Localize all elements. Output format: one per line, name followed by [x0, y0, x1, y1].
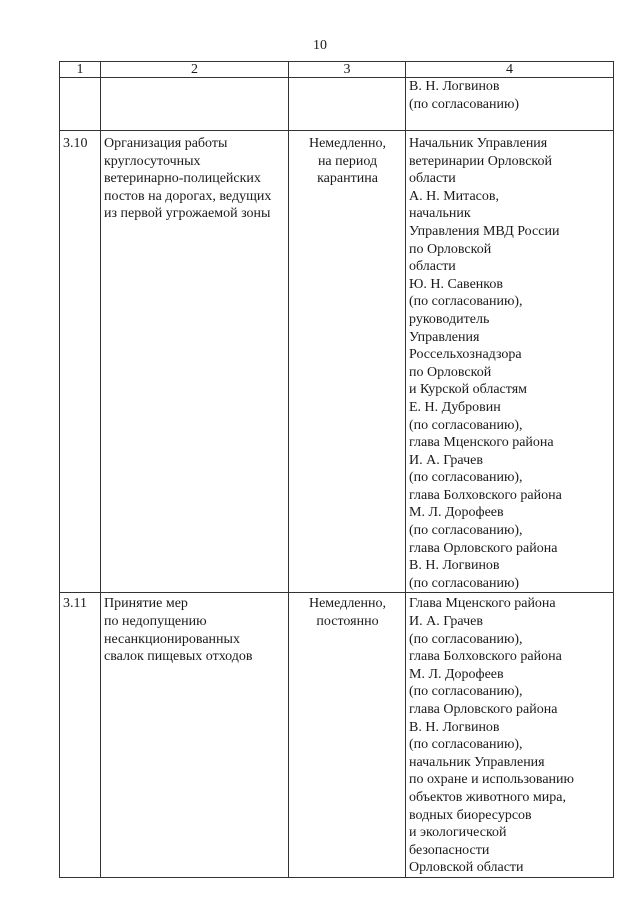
responsible-line: Е. Н. Дубровин	[409, 399, 501, 415]
responsible-line: (по согласованию),	[409, 294, 523, 310]
row-number-cell	[60, 78, 101, 131]
responsible-line: Россельхознадзора	[409, 347, 522, 363]
responsible-line: области	[409, 259, 456, 275]
responsible-line: (по согласованию),	[409, 523, 523, 539]
responsible-cell	[406, 131, 614, 593]
responsible-line: В. Н. Логвинов	[409, 558, 500, 574]
responsible-line: руководитель	[409, 311, 490, 327]
responsible-line: Орловской области	[409, 860, 524, 876]
responsible-line: (по согласованию),	[409, 470, 523, 486]
responsible-line: (по согласованию),	[409, 631, 523, 647]
responsible-line: Управления	[409, 329, 480, 345]
row-number-cell: 3.11	[60, 593, 101, 878]
table-header-row	[60, 62, 614, 78]
responsible-line: начальник Управления	[409, 754, 545, 770]
responsible-line: объектов животного мира,	[409, 789, 566, 805]
term-line: карантина	[317, 171, 378, 187]
responsible-line: и экологической	[409, 825, 507, 841]
responsible-line: (по согласованию)	[409, 575, 520, 591]
action-line: постов на дорогах, ведущих	[104, 188, 272, 204]
responsible-line: М. Л. Дорофеев	[409, 505, 504, 521]
action-cell	[101, 78, 289, 131]
responsible-line: Ю. Н. Савенков	[409, 276, 503, 292]
column-header-4: 4	[406, 62, 614, 78]
table-row	[60, 78, 614, 131]
responsible-line: глава Орловского района	[409, 540, 558, 556]
term-line: Немедленно,	[308, 136, 387, 151]
column-header-1: 1	[60, 62, 101, 78]
responsible-cell	[406, 78, 614, 131]
measures-table	[59, 61, 614, 878]
responsible-line: по Орловской	[409, 241, 492, 257]
action-cell	[101, 593, 289, 878]
action-line: свалок пищевых отходов	[104, 649, 253, 665]
responsible-line: глава Орловского района	[409, 702, 558, 717]
action-line: несанкционированных	[104, 631, 240, 647]
responsible-line: ветеринарии Орловской	[409, 153, 552, 169]
responsible-line: области	[409, 171, 456, 187]
responsible-line: В. Н. Логвинов	[409, 719, 500, 735]
action-line: ветеринарно-полицейских	[104, 171, 261, 187]
column-header-2: 2	[101, 62, 289, 78]
term-line: на период	[317, 153, 378, 169]
term-line: постоянно	[316, 614, 379, 630]
responsible-line: и Курской областям	[409, 382, 527, 398]
responsible-line: А. Н. Митасов,	[409, 188, 499, 204]
responsible-line: глава Болховского района	[409, 649, 562, 665]
table-row	[60, 593, 614, 878]
responsible-line: безопасности	[409, 842, 490, 858]
responsible-line: водных биоресурсов	[409, 807, 532, 823]
action-line: Принятие мер	[104, 596, 188, 612]
responsible-line: по Орловской	[409, 364, 492, 380]
action-line: из первой угрожаемой зоны	[104, 206, 271, 222]
responsible-line: В. Н. Логвинов	[409, 79, 500, 94]
term-line: Немедленно,	[308, 596, 387, 612]
action-line: Организация работы	[104, 136, 228, 151]
responsible-line: глава Мценского района	[409, 435, 554, 451]
responsible-cell	[406, 593, 614, 878]
responsible-line: М. Л. Дорофеев	[409, 666, 504, 682]
responsible-line: Управления МВД России	[409, 223, 560, 239]
responsible-line: Глава Мценского района	[409, 596, 556, 612]
action-cell	[101, 131, 289, 593]
responsible-line: (по согласованию),	[409, 737, 523, 753]
action-line: по недопущению	[104, 614, 207, 630]
action-line: круглосуточных	[104, 153, 201, 169]
responsible-line: Начальник Управления	[409, 136, 548, 151]
term-cell	[289, 593, 406, 878]
page-number: 10	[313, 38, 327, 53]
responsible-line: И. А. Грачев	[409, 614, 483, 630]
row-number-cell: 3.10	[60, 131, 101, 593]
column-header-3: 3	[289, 62, 406, 78]
responsible-line: (по согласованию)	[409, 96, 520, 112]
responsible-line: глава Болховского района	[409, 487, 562, 503]
responsible-line: по охране и использованию	[409, 772, 574, 788]
responsible-line: (по согласованию),	[409, 417, 523, 433]
table-row	[60, 131, 614, 593]
term-cell	[289, 78, 406, 131]
responsible-line: (по согласованию),	[409, 684, 523, 700]
responsible-line: И. А. Грачев	[409, 452, 483, 468]
term-cell	[289, 131, 406, 593]
responsible-line: начальник	[409, 206, 471, 222]
